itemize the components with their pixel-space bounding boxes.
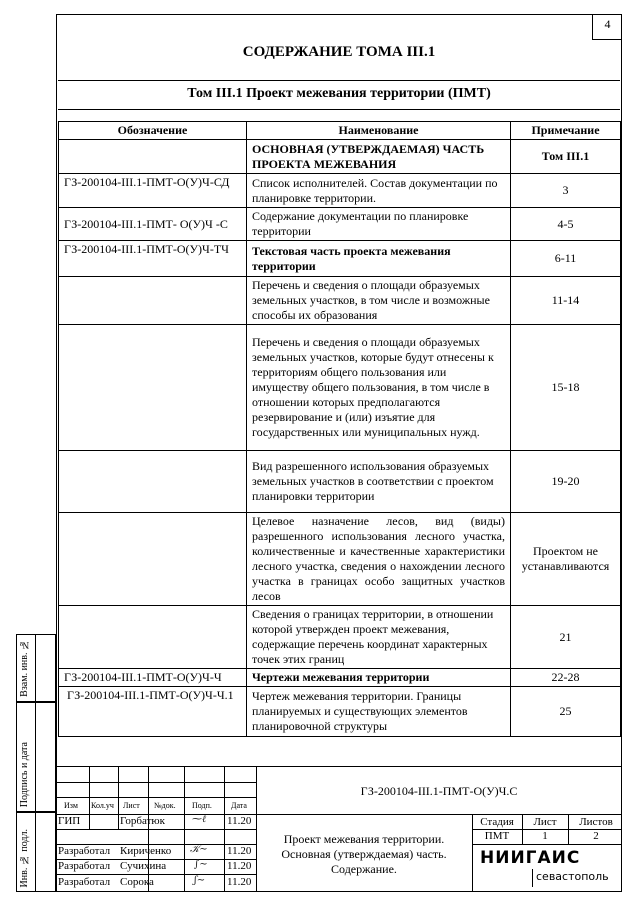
table-row bbox=[59, 606, 621, 669]
row-code bbox=[59, 140, 247, 174]
row-code: ГЗ-200104-III.1-ПМТ-О(У)Ч-ТЧ bbox=[59, 241, 247, 277]
stamp-sheet-value: 1 bbox=[542, 830, 548, 842]
doc-title-line: Основная (утверждаемая) часть. bbox=[281, 847, 447, 861]
row-note: 22-28 bbox=[511, 669, 621, 687]
table-row bbox=[59, 277, 621, 325]
stamp-sheets-value: 2 bbox=[593, 830, 599, 842]
row-code bbox=[59, 277, 247, 325]
row-note: Том III.1 bbox=[511, 140, 621, 174]
stamp-col-docno: №док. bbox=[154, 801, 176, 810]
title-block bbox=[56, 766, 622, 892]
row-code bbox=[59, 325, 247, 451]
stamp-col-sheet: Лист bbox=[123, 801, 140, 810]
row-name: Перечень и сведения о площади образуемых земельных участков, в том числе и возможные способы их образования bbox=[247, 277, 511, 325]
stamp-role: Разработал bbox=[58, 860, 111, 872]
table-row bbox=[59, 325, 621, 451]
row-name: ОСНОВНАЯ (УТВЕРЖДАЕМАЯ) ЧАСТЬ ПРОЕКТА МЕЖЕВАНИЯ bbox=[247, 140, 511, 174]
row-note: 3 bbox=[511, 174, 621, 208]
stamp-stage-header: Стадия bbox=[480, 816, 514, 828]
side-replace-inv bbox=[16, 634, 56, 702]
doc-title-line: Проект межевания территории. bbox=[283, 832, 445, 846]
row-code bbox=[59, 513, 247, 606]
stamp-date: 11.20 bbox=[227, 845, 252, 857]
side-label-signature: Подпись и дата bbox=[19, 741, 30, 807]
row-name: Содержание документации по планировке территории bbox=[247, 208, 511, 241]
page-title: СОДЕРЖАНИЕ ТОМА III.1 bbox=[242, 44, 436, 60]
company-logo: НИИГАИС bbox=[480, 848, 581, 868]
stamp-role: Разработал bbox=[58, 876, 111, 888]
stamp-person: Сорока bbox=[120, 876, 154, 888]
row-code bbox=[59, 606, 247, 669]
volume-subtitle: Том III.1 Проект межевания территории (ПМТ) bbox=[187, 86, 491, 101]
stamp-doc-title bbox=[256, 832, 472, 877]
side-signature-date bbox=[16, 702, 56, 812]
stamp-sheets-header: Листов bbox=[579, 816, 613, 828]
row-name: Чертеж межевания территории. Границы планируемых и существующих элементов планировочной структуры bbox=[247, 687, 511, 737]
row-note: 11-14 bbox=[511, 277, 621, 325]
row-name: Сведения о границах территории, в отношении которой утвержден проект межевания, содержащие перечень координат характерных точек этих границ bbox=[247, 606, 511, 669]
stamp-role: ГИП bbox=[58, 815, 81, 827]
row-code bbox=[59, 451, 247, 513]
row-code: ГЗ-200104-III.1-ПМТ- О(У)Ч -С bbox=[59, 208, 247, 241]
contents-table bbox=[58, 121, 621, 737]
side-label-replace: Взам. инв. № bbox=[19, 639, 30, 697]
stamp-col-date: Дата bbox=[231, 801, 247, 810]
row-code: ГЗ-200104-III.1-ПМТ-О(У)Ч-СД bbox=[59, 174, 247, 208]
side-label-inv: Инв. № подл. bbox=[19, 828, 30, 887]
row-note: 21 bbox=[511, 606, 621, 669]
stamp-person: Горбатюк bbox=[120, 815, 165, 827]
signature-mark: ʃ∼ bbox=[194, 875, 206, 886]
signature-mark: ∫∼ bbox=[194, 859, 208, 870]
row-note: 15-18 bbox=[511, 325, 621, 451]
table-row bbox=[59, 241, 621, 277]
row-note: Проектом не устанавливаются bbox=[511, 513, 621, 606]
stamp-stage-value: ПМТ bbox=[484, 830, 510, 842]
row-name: Вид разрешенного использования образуемых земельных участков в соответствии с проектом планировки территории bbox=[247, 451, 511, 513]
table-row bbox=[59, 687, 621, 737]
row-note: 19-20 bbox=[511, 451, 621, 513]
row-name: Текстовая часть проекта межевания территории bbox=[247, 241, 511, 277]
header-name: Наименование bbox=[247, 122, 511, 140]
row-name: Целевое назначение лесов, вид (виды) разрешенного использования лесного участка, количественные и качественные характеристики лесного участка, сведения о нахождении лесного участка в границах особо защитных участков лесов bbox=[247, 513, 511, 606]
row-name: Перечень и сведения о площади образуемых земельных участков, которые будут отнесены к территориям общего пользования или имуществу общего пользования, в том числе в отношении которых предполагаются резервирование и (или) изъятие для государственных или муниципальных нужд. bbox=[247, 325, 511, 451]
stamp-date: 11.20 bbox=[227, 876, 252, 888]
row-name: Чертежи межевания территории bbox=[247, 669, 511, 687]
table-row bbox=[59, 451, 621, 513]
row-note: 25 bbox=[511, 687, 621, 737]
table-row bbox=[59, 208, 621, 241]
row-code: ГЗ-200104-III.1-ПМТ-О(У)Ч-Ч.1 bbox=[59, 687, 247, 737]
side-inv-original bbox=[16, 812, 56, 892]
stamp-date: 11.20 bbox=[227, 815, 252, 827]
stamp-date: 11.20 bbox=[227, 860, 252, 872]
table-row bbox=[59, 669, 621, 687]
stamp-doc-code: ГЗ-200104-III.1-ПМТ-О(У)Ч.С bbox=[360, 784, 518, 798]
doc-title-line: Содержание. bbox=[331, 862, 397, 876]
row-note: 6-11 bbox=[511, 241, 621, 277]
row-code: ГЗ-200104-III.1-ПМТ-О(У)Ч-Ч bbox=[59, 669, 247, 687]
header-note: Примечание bbox=[511, 122, 621, 140]
stamp-role: Разработал bbox=[58, 845, 111, 857]
header-designation: Обозначение bbox=[59, 122, 247, 140]
company-logo-city: севастополь bbox=[536, 870, 609, 883]
page-number: 4 bbox=[592, 14, 622, 40]
stamp-sheet-header: Лист bbox=[533, 816, 557, 828]
table-row bbox=[59, 174, 621, 208]
stamp-col-count: Кол.уч bbox=[91, 801, 114, 810]
row-note: 4-5 bbox=[511, 208, 621, 241]
stamp-person: Кириченко bbox=[120, 845, 172, 857]
stamp-col-sign: Подп. bbox=[192, 801, 212, 810]
stamp-col-change: Изм bbox=[64, 801, 78, 810]
signature-mark: ⁓ℓ bbox=[192, 814, 207, 825]
row-name: Список исполнителей. Состав документации по планировке территории. bbox=[247, 174, 511, 208]
signature-mark: 𝒦∼ bbox=[190, 844, 208, 855]
table-row bbox=[59, 140, 621, 174]
table-row bbox=[59, 513, 621, 606]
stamp-person: Сучихина bbox=[120, 860, 167, 872]
